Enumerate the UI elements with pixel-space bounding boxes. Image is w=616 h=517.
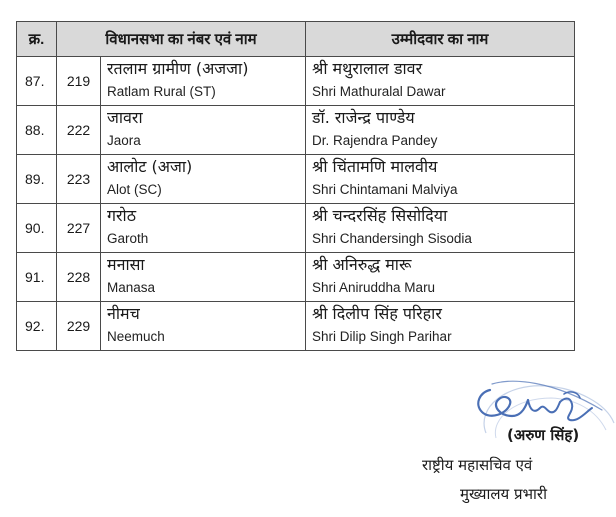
constituency-name-cell	[101, 106, 306, 155]
table-header-row	[17, 22, 575, 57]
header-serial: क्र.	[17, 22, 57, 57]
constituency-number-cell: 219	[57, 57, 101, 106]
candidate-name-hindi: श्री मथुरालाल डावर	[312, 59, 423, 78]
candidate-name-english: Shri Mathuralal Dawar	[312, 84, 446, 99]
table-row	[17, 57, 575, 106]
table-row	[17, 106, 575, 155]
candidate-name-english: Shri Chandersingh Sisodia	[312, 231, 472, 246]
candidate-list-table	[16, 21, 575, 351]
candidate-name-english: Shri Aniruddha Maru	[312, 280, 436, 295]
serial-cell: 88.	[17, 106, 57, 155]
constituency-name-english: Ratlam Rural (ST)	[107, 84, 216, 99]
constituency-name-cell	[101, 57, 306, 106]
constituency-name-english: Manasa	[107, 280, 156, 295]
candidate-name-cell	[306, 57, 575, 106]
constituency-name-hindi: जावरा	[107, 108, 143, 127]
constituency-name-hindi: नीमच	[107, 304, 140, 323]
constituency-name-english: Neemuch	[107, 329, 165, 344]
signatory-designation-line1: राष्ट्रीय महासचिव एवं	[422, 456, 533, 474]
header-constituency: विधानसभा का नंबर एवं नाम	[57, 22, 306, 57]
constituency-name-hindi: आलोट (अजा)	[107, 157, 193, 176]
candidate-name-hindi: श्री चिंतामणि मालवीय	[312, 157, 438, 176]
constituency-number-cell: 228	[57, 253, 101, 302]
signatory-designation-line2: मुख्यालय प्रभारी	[460, 485, 547, 503]
candidate-name-cell	[306, 302, 575, 351]
header-candidate: उम्मीदवार का नाम	[306, 22, 575, 57]
constituency-name-cell	[101, 253, 306, 302]
table-row	[17, 302, 575, 351]
constituency-number-cell: 222	[57, 106, 101, 155]
constituency-number-cell: 227	[57, 204, 101, 253]
table-row	[17, 253, 575, 302]
candidate-name-hindi: डॉ. राजेन्द्र पाण्डेय	[312, 108, 415, 127]
constituency-name-english: Alot (SC)	[107, 182, 162, 197]
constituency-number-cell: 229	[57, 302, 101, 351]
signatory-name: (अरुण सिंह)	[507, 426, 580, 444]
constituency-name-english: Jaora	[107, 133, 141, 148]
candidate-name-cell	[306, 204, 575, 253]
candidate-name-english: Dr. Rajendra Pandey	[312, 133, 438, 148]
serial-cell: 90.	[17, 204, 57, 253]
serial-cell: 87.	[17, 57, 57, 106]
constituency-name-hindi: गरोठ	[107, 206, 136, 225]
table-row	[17, 155, 575, 204]
constituency-number-cell: 223	[57, 155, 101, 204]
constituency-name-hindi: रतलाम ग्रामीण (अजजा)	[107, 59, 249, 78]
candidate-name-cell	[306, 253, 575, 302]
candidate-name-english: Shri Dilip Singh Parihar	[312, 329, 452, 344]
constituency-name-cell	[101, 204, 306, 253]
candidate-name-cell	[306, 106, 575, 155]
candidate-name-english: Shri Chintamani Malviya	[312, 182, 458, 197]
constituency-name-cell	[101, 302, 306, 351]
candidate-name-cell	[306, 155, 575, 204]
constituency-name-hindi: मनासा	[107, 255, 145, 274]
candidate-name-hindi: श्री अनिरुद्ध मारू	[312, 255, 412, 274]
serial-cell: 91.	[17, 253, 57, 302]
serial-cell: 89.	[17, 155, 57, 204]
candidate-name-hindi: श्री दिलीप सिंह परिहार	[312, 304, 442, 323]
table-row	[17, 204, 575, 253]
candidate-name-hindi: श्री चन्दरसिंह सिसोदिया	[312, 206, 448, 225]
constituency-name-cell	[101, 155, 306, 204]
serial-cell: 92.	[17, 302, 57, 351]
constituency-name-english: Garoth	[107, 231, 149, 246]
